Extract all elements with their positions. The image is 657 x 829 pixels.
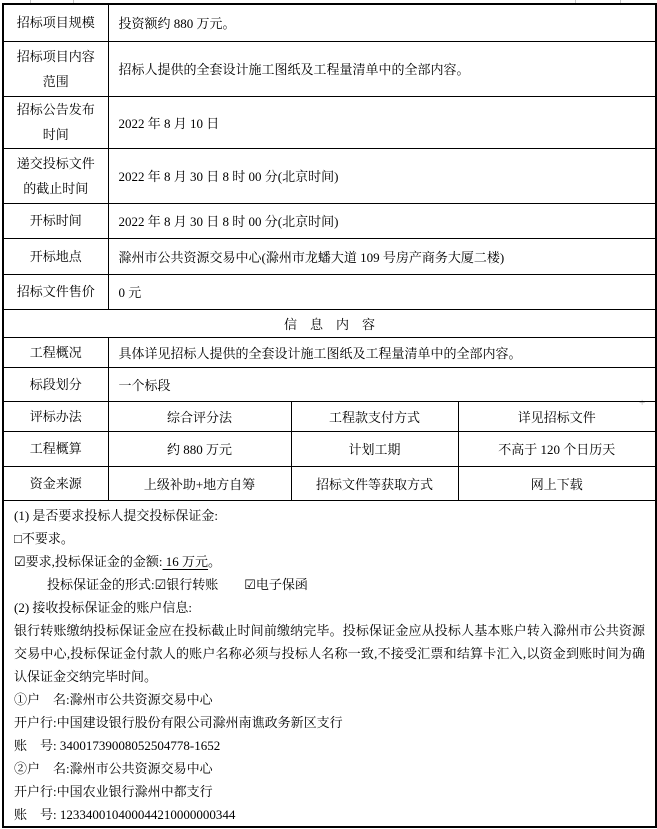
row-bid-submission-deadline	[3, 148, 656, 203]
label-cell: 招标文件售价	[3, 274, 108, 309]
value-cell: 招标人提供的全套设计施工图纸及工程量清单中的全部内容。	[108, 41, 656, 96]
label-cell: 工程款支付方式	[291, 401, 458, 431]
label-cell: 资金来源	[3, 466, 108, 500]
deposit-question-2: (2) 接收投标保证金的账户信息:	[14, 599, 193, 615]
label-cell: 招标公告发布时间	[3, 96, 108, 148]
value-cell: 上级补助+地方自筹	[108, 466, 291, 500]
deposit-form-line: 投标保证金的形式:☑银行转账 ☑电子保函	[47, 576, 308, 592]
value-cell: 2022 年 8 月 30 日 8 时 00 分(北京时间)	[108, 148, 656, 203]
value-cell: 具体详见招标人提供的全套设计施工图纸及工程量清单中的全部内容。	[108, 337, 656, 367]
row-document-price	[3, 274, 656, 309]
label-cell: 招标项目内容范围	[3, 41, 108, 96]
value-cell: 一个标段	[108, 367, 656, 401]
row-bid-opening-time	[3, 203, 656, 238]
deposit-required-option	[14, 550, 645, 573]
label-cell: 招标项目规模	[3, 4, 108, 41]
account-2-name: ②户 名:滁州市公共资源交易中心	[14, 760, 213, 776]
deposit-info-cell	[3, 500, 656, 827]
value-cell: 滁州市公共资源交易中心(滁州市龙蟠大道 109 号房产商务大厦二楼)	[108, 238, 656, 274]
value-cell: 网上下载	[458, 466, 656, 500]
label-cell: 计划工期	[291, 431, 458, 466]
deposit-not-required-option: □不要求。	[14, 530, 74, 546]
deposit-question-1: (1) 是否要求投标人提交投标保证金:	[14, 507, 219, 523]
row-announcement-time	[3, 96, 656, 148]
value-cell: 2022 年 8 月 30 日 8 时 00 分(北京时间)	[108, 203, 656, 238]
deposit-amount: 16 万元	[162, 553, 209, 569]
value-cell: 投资额约 880 万元。	[108, 4, 656, 41]
section-header: 信息内容	[3, 309, 656, 337]
value-cell: 0 元	[108, 274, 656, 309]
label-cell: 开标地点	[3, 238, 108, 274]
row-funding-source	[3, 466, 656, 500]
account-2-bank: 开户行:中国农业银行滁州中都支行	[14, 783, 213, 799]
label-cell: 招标文件等获取方式	[291, 466, 458, 500]
value-cell: 约 880 万元	[108, 431, 291, 466]
label-cell: 标段划分	[3, 367, 108, 401]
value-cell: 不高于 120 个日历天	[458, 431, 656, 466]
tender-info-table	[2, 3, 657, 828]
row-deposit-block	[3, 500, 656, 827]
table-resize-cross-icon: +	[639, 397, 646, 409]
account-2-number: 账 号: 123340010400044210000000344	[14, 806, 236, 822]
label-cell: 递交投标文件的截止时间	[3, 148, 108, 203]
deposit-notice-paragraph: 银行转账缴纳投标保证金应在投标截止时间前缴纳完毕。投标保证金应从投标人基本账户转入滁州市公共资源交易中心,投标保证金付款人的账户名称必须与投标人名称一致,不接受汇票和结算卡汇入,以资金到账时间为确认保证金交纳完毕时间。	[14, 622, 646, 684]
row-project-overview	[3, 337, 656, 367]
value-cell: 2022 年 8 月 10 日	[108, 96, 656, 148]
value-cell: 详见招标文件	[458, 401, 656, 431]
deposit-required-suffix: 。	[208, 553, 222, 569]
row-evaluation-method	[3, 401, 656, 431]
row-project-budget	[3, 431, 656, 466]
label-cell: 工程概况	[3, 337, 108, 367]
deposit-required-text: ☑要求,投标保证金的金额:	[14, 553, 163, 569]
account-1-name: ①户 名:滁州市公共资源交易中心	[14, 691, 213, 707]
row-bid-opening-place	[3, 238, 656, 274]
value-cell: 综合评分法	[108, 401, 291, 431]
label-cell: 工程概算	[3, 431, 108, 466]
account-1-number: 账 号: 34001739008052504778-1652	[14, 737, 221, 753]
row-section-header	[3, 309, 656, 337]
label-cell: 开标时间	[3, 203, 108, 238]
row-project-scale	[3, 4, 656, 41]
label-cell: 评标办法	[3, 401, 108, 431]
account-1-bank: 开户行:中国建设银行股份有限公司滁州南谯政务新区支行	[14, 714, 343, 730]
row-lot-division	[3, 367, 656, 401]
row-project-content-scope	[3, 41, 656, 96]
